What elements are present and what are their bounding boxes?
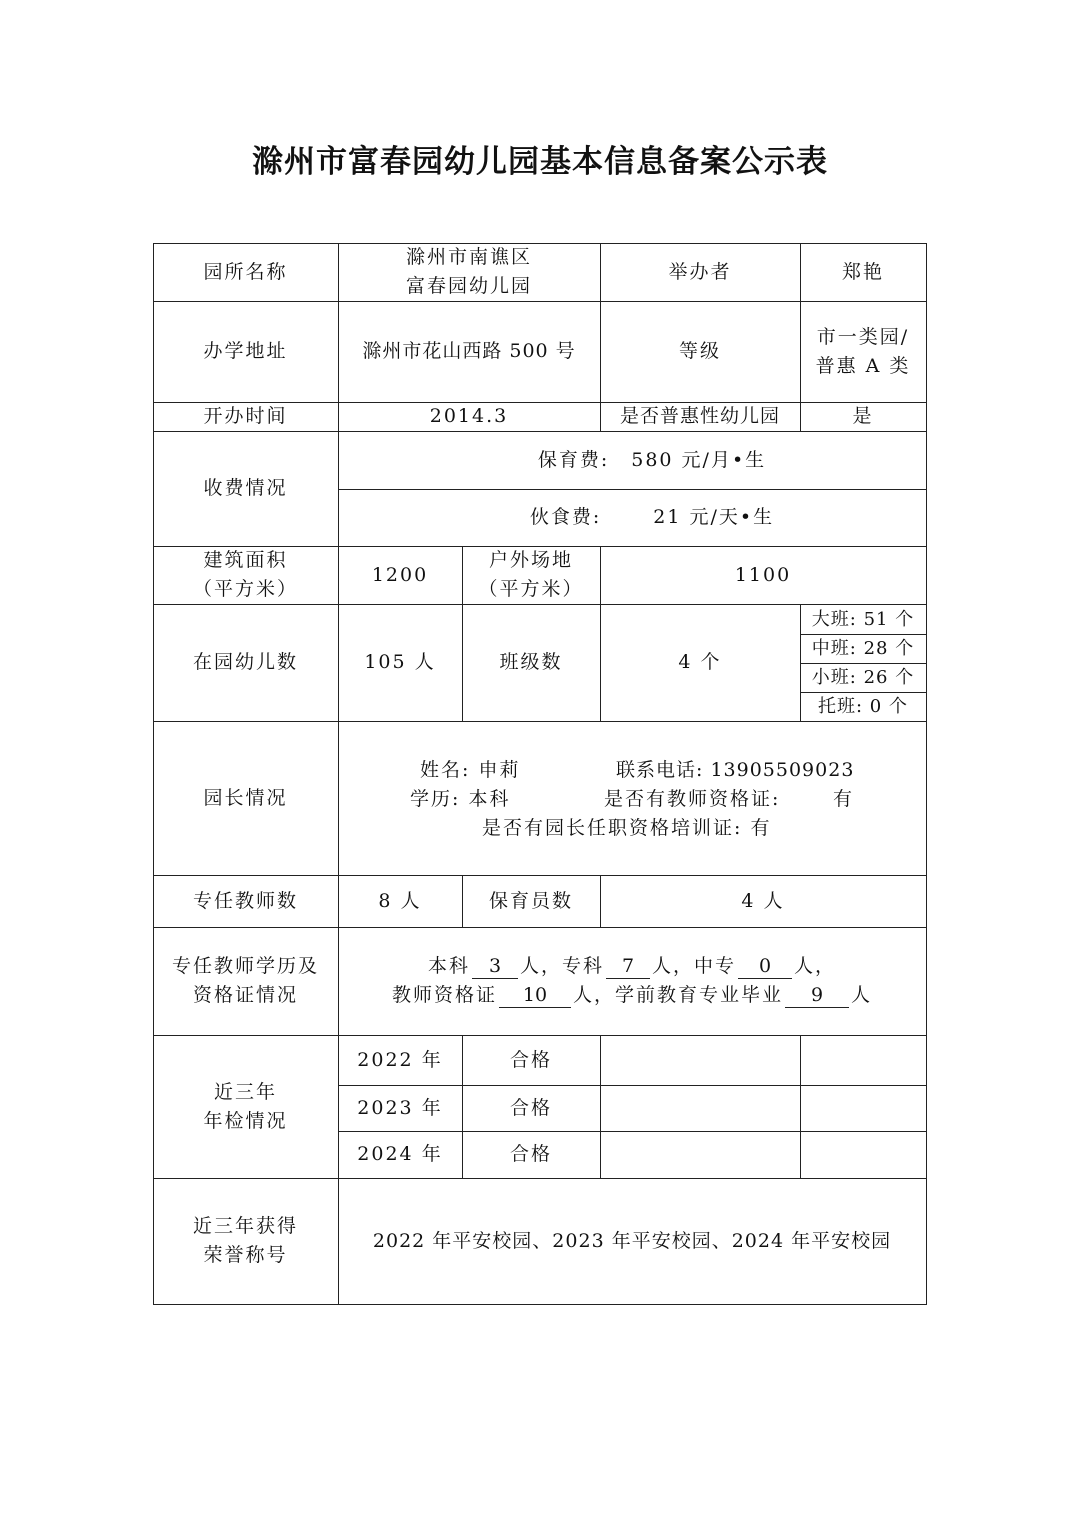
grade-label: 等级 bbox=[678, 340, 721, 362]
building-area-label-line2: （平方米） bbox=[192, 578, 298, 600]
inspection-label-line2: 年检情况 bbox=[203, 1109, 288, 1132]
inspection-year: 2024 年 bbox=[357, 1143, 443, 1165]
building-area-label bbox=[153, 546, 338, 604]
preschool-major-suffix: 人 bbox=[851, 984, 873, 1006]
degree-bachelor-count: 3 bbox=[472, 954, 518, 979]
outdoor-area-value: 1100 bbox=[734, 563, 792, 586]
address-label: 办学地址 bbox=[203, 340, 288, 362]
inspection-year: 2023 年 bbox=[357, 1096, 443, 1119]
director-info bbox=[338, 721, 926, 875]
outdoor-area-label-line2: （平方米） bbox=[478, 578, 584, 600]
open-date-label: 开办时间 bbox=[203, 405, 288, 427]
outdoor-area-label bbox=[462, 546, 600, 604]
inspection-result: 合格 bbox=[509, 1048, 552, 1071]
director-name: 姓名: 申莉 bbox=[420, 759, 521, 781]
director-cert-value: 有 bbox=[833, 788, 855, 810]
building-area-value: 1200 bbox=[371, 563, 429, 586]
class-breakdown-item: 托班: 0 个 bbox=[818, 696, 908, 717]
degree-college-label: 人，专科 bbox=[519, 955, 604, 977]
director-cert: 是否有教师资格证: bbox=[604, 788, 781, 810]
table-border-bottom bbox=[153, 1304, 927, 1305]
class-count-label: 班级数 bbox=[499, 651, 563, 673]
qualification-suffix: 人， bbox=[794, 955, 837, 977]
inclusive-label: 是否普惠性幼儿园 bbox=[619, 405, 780, 427]
inspection-result: 合格 bbox=[509, 1096, 552, 1119]
class-breakdown-item: 中班: 28 个 bbox=[811, 638, 915, 659]
care-fee bbox=[338, 431, 926, 489]
outdoor-area-label-line1: 户外场地 bbox=[488, 549, 573, 571]
degree-secondary-label: 人，中专 bbox=[652, 955, 737, 977]
col-divider bbox=[800, 1035, 801, 1179]
degree-secondary-count: 0 bbox=[738, 954, 792, 979]
inspection-year: 2022 年 bbox=[357, 1048, 443, 1071]
nurse-count-label: 保育员数 bbox=[488, 889, 573, 912]
teacher-cert-count: 10 bbox=[499, 983, 571, 1008]
sponsor-value: 郑艳 bbox=[841, 260, 884, 283]
care-fee-label: 保育费: bbox=[537, 448, 610, 471]
building-area-label-line1: 建筑面积 bbox=[203, 549, 288, 571]
open-date-value: 2014.3 bbox=[429, 405, 509, 427]
meal-fee-value: 21 元/天•生 bbox=[653, 506, 775, 528]
care-fee-value: 580 元/月•生 bbox=[631, 448, 767, 471]
grade-value bbox=[800, 301, 926, 402]
preschool-major-label: 人，学前教育专业毕业 bbox=[572, 984, 783, 1006]
director-phone: 联系电话: 13905509023 bbox=[616, 759, 855, 781]
inspection-result: 合格 bbox=[509, 1143, 552, 1165]
director-training: 是否有园长任职资格培训证: 有 bbox=[482, 817, 772, 839]
degree-bachelor-label: 本科 bbox=[427, 955, 470, 977]
qualification-line2 bbox=[392, 981, 872, 1010]
nurse-count-value: 4 人 bbox=[741, 889, 785, 912]
director-label: 园长情况 bbox=[203, 786, 288, 809]
kindergarten-name bbox=[338, 243, 600, 301]
qualification-label-line2: 资格证情况 bbox=[192, 984, 298, 1006]
inclusive-value: 是 bbox=[852, 405, 874, 427]
qualification-label-line1: 专任教师学历及 bbox=[171, 955, 319, 977]
col-divider bbox=[600, 1035, 601, 1179]
honors-value: 2022 年平安校园、2023 年平安校园、2024 年平安校园 bbox=[372, 1229, 892, 1252]
address-value: 滁州市花山西路 500 号 bbox=[362, 340, 576, 362]
class-breakdown-item: 小班: 26 个 bbox=[811, 667, 915, 688]
sponsor-label: 举办者 bbox=[668, 260, 732, 283]
qualification-line1 bbox=[428, 952, 836, 981]
qualification-label bbox=[153, 927, 338, 1035]
page-title: 滁州市富春园幼儿园基本信息备案公示表 bbox=[252, 144, 828, 180]
inspection-label bbox=[153, 1035, 338, 1178]
meal-fee bbox=[338, 489, 926, 546]
honors-label-line2: 荣誉称号 bbox=[203, 1244, 288, 1266]
preschool-major-count: 9 bbox=[785, 983, 849, 1008]
teacher-cert-label: 教师资格证 bbox=[391, 984, 497, 1006]
degree-college-count: 7 bbox=[606, 954, 650, 979]
class-count-value: 4 个 bbox=[678, 651, 722, 673]
grade-line2: 普惠 A 类 bbox=[815, 354, 911, 377]
table-border-right bbox=[926, 243, 927, 1305]
fees-label: 收费情况 bbox=[203, 477, 288, 499]
children-count-value: 105 人 bbox=[364, 651, 436, 673]
director-education: 学历: 本科 bbox=[410, 788, 511, 810]
inspection-label-line1: 近三年 bbox=[213, 1080, 277, 1103]
kindergarten-name-line2: 富春园幼儿园 bbox=[405, 275, 532, 297]
honors-label-line1: 近三年获得 bbox=[192, 1215, 298, 1237]
class-breakdown-item: 大班: 51 个 bbox=[811, 608, 915, 630]
qualification-info bbox=[338, 927, 926, 1035]
children-count-label: 在园幼儿数 bbox=[192, 651, 298, 673]
teacher-count-label: 专任教师数 bbox=[192, 889, 298, 912]
teacher-count-value: 8 人 bbox=[378, 889, 422, 912]
meal-fee-label: 伙食费: bbox=[529, 506, 602, 528]
kindergarten-name-label: 园所名称 bbox=[203, 260, 288, 283]
kindergarten-name-line1: 滁州市南谯区 bbox=[405, 246, 532, 268]
honors-label bbox=[153, 1178, 338, 1304]
grade-line1: 市一类园/ bbox=[816, 325, 910, 348]
